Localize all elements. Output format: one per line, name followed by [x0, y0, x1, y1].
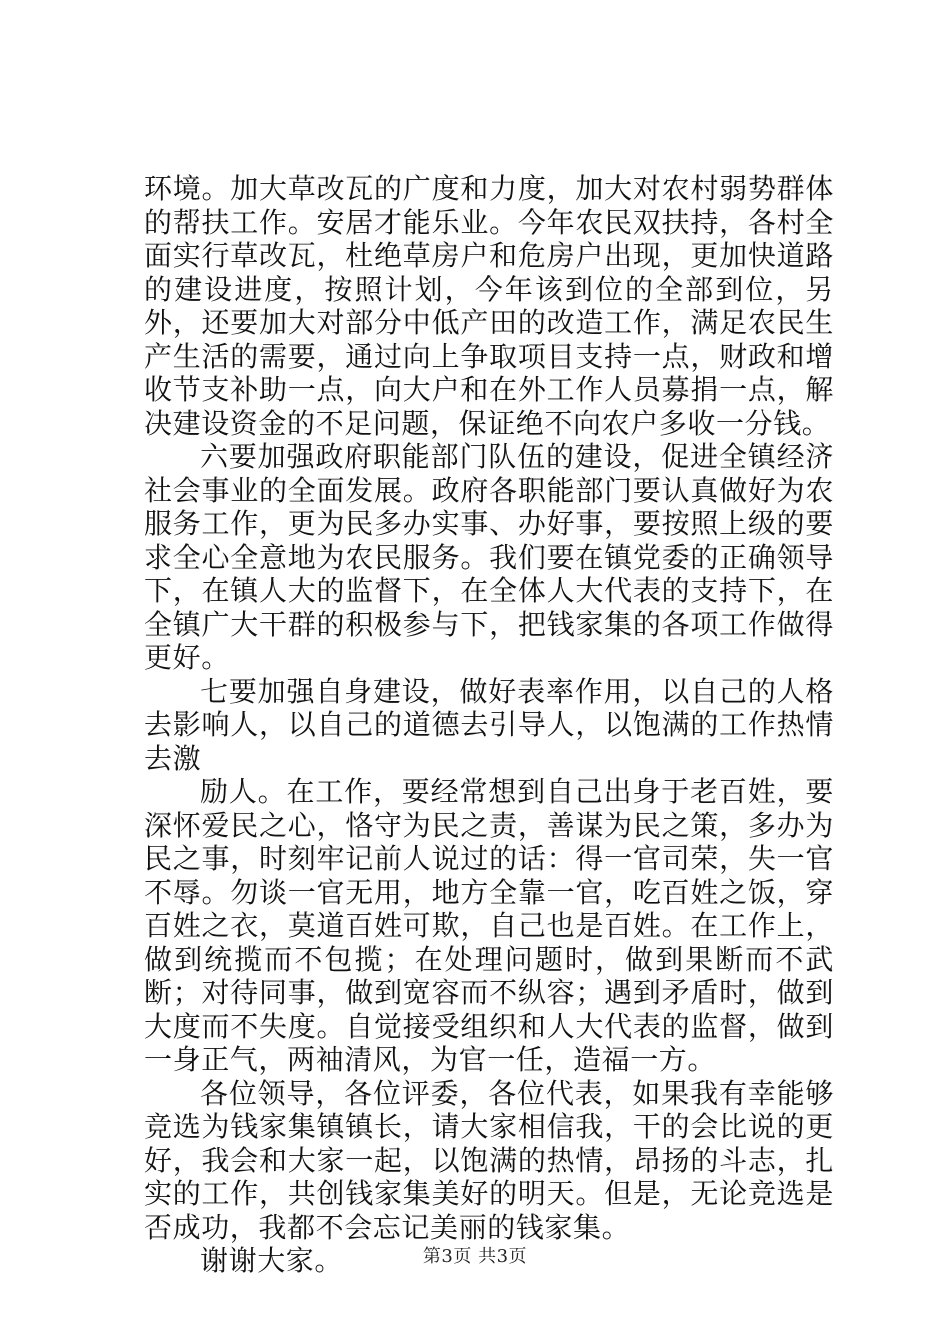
paragraph-point-seven: 七要加强自身建设，做好表率作用，以自己的人格去影响人，以自己的道德去引导人，以饱满的工作热情去激 — [144, 674, 834, 775]
paragraph-thanks: 谢谢大家。 — [200, 1244, 344, 1277]
paragraph-point-six: 六要加强政府职能部门队伍的建设，促进全镇经济社会事业的全面发展。政府各职能部门要认真做好为农服务工作，更为民多办实事、办好事，要按照上级的要求全心全意地为农民服务。我们要在镇党委的正确领导下，在镇人大的监督下，在全体人大代表的支持下，在全镇广大干群的积极参与下，把钱家集的各项工作做得更好。 — [144, 440, 834, 674]
paragraph-point-seven-continued: 励人。在工作，要经常想到自己出身于老百姓，要深怀爱民之心，恪守为民之责，善谋为民之策，多办为民之事，时刻牢记前人说过的话：得一官司荣，失一官不辱。勿谈一官无用，地方全靠一官，吃百姓之饭，穿百姓之衣，莫道百姓可欺，自己也是百姓。在工作上，做到统揽而不包揽；在处理问题时，做到果断而不武断；对待同事，做到宽容而不纵容；遇到矛盾时，做到大度而不失度。自觉接受组织和人大代表的监督，做到一身正气，两袖清风，为官一任，造福一方。 — [144, 775, 834, 1076]
page-number-footer: 第3页 共3页 — [422, 1246, 528, 1267]
document-body — [144, 172, 834, 1278]
paragraph-continuation: 环境。加大草改瓦的广度和力度，加大对农村弱势群体的帮扶工作。安居才能乐业。今年农民双扶持，各村全面实行草改瓦，杜绝草房户和危房户出现，更加快道路的建设进度，按照计划，今年该到位的全部到位，另外，还要加大对部分中低产田的改造工作，满足农民生产生活的需要，通过向上争取项目支持一点，财政和增收节支补助一点，向大户和在外工作人员募捐一点，解决建设资金的不足问题，保证绝不向农户多收一分钱。 — [144, 172, 834, 440]
paragraph-closing: 各位领导，各位评委，各位代表，如果我有幸能够竞选为钱家集镇镇长，请大家相信我，干的会比说的更好，我会和大家一起，以饱满的热情，昂扬的斗志，扎实的工作，共创钱家集美好的明天。但是，无论竞选是否成功，我都不会忘记美丽的钱家集。 — [144, 1076, 834, 1244]
